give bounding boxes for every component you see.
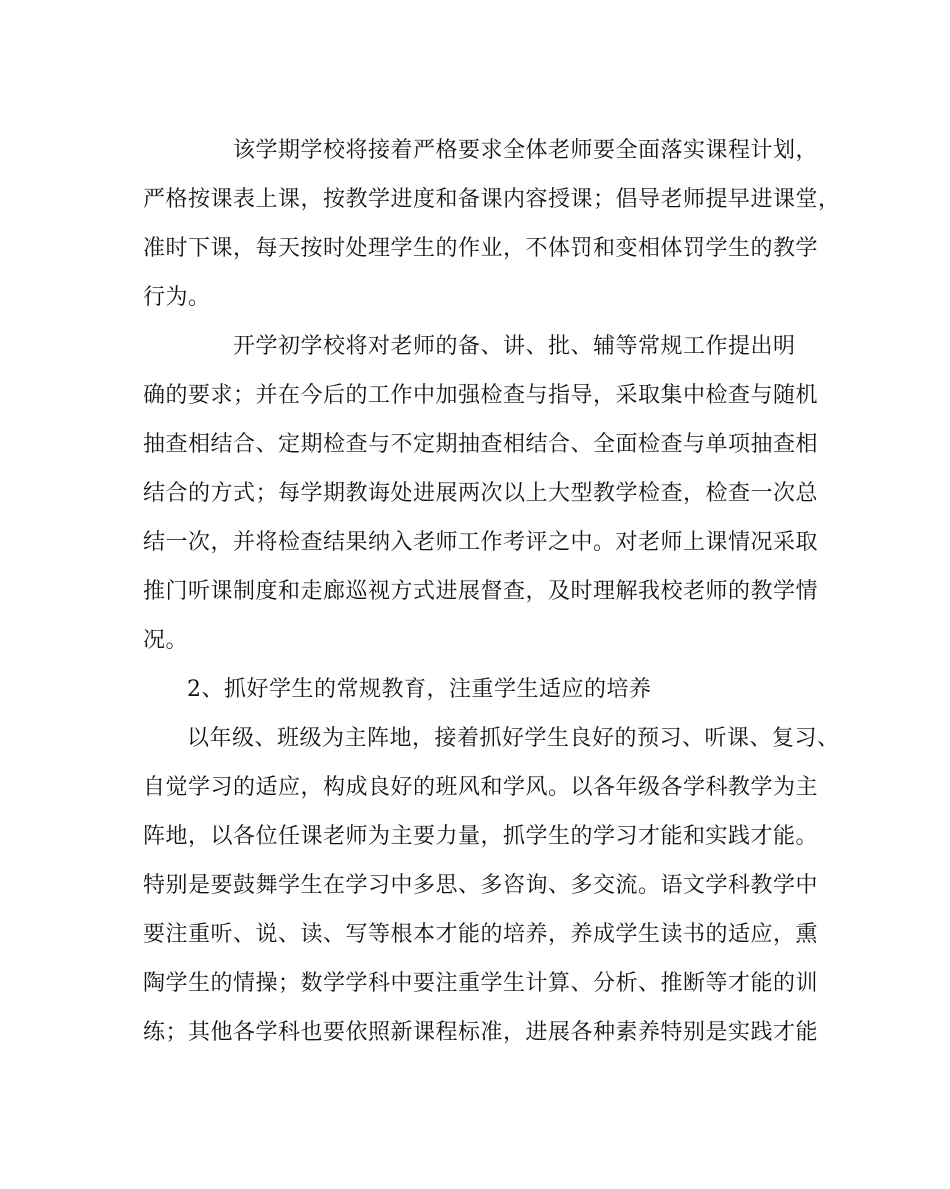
paragraph-line: 抽查相结合、定期检查与不定期抽查相结合、全面检查与单项抽查相 [143, 432, 819, 457]
paragraph-line: 自觉学习的适应，构成良好的班风和学风。以各年级各学科教学为主 [143, 775, 819, 800]
section-heading: 2、抓好学生的常规教育，注重学生适应的培养 [187, 677, 652, 702]
paragraph-line: 确的要求；并在今后的工作中加强检查与指导，采取集中检查与随机 [143, 383, 819, 408]
paragraph-line: 以年级、班级为主阵地，接着抓好学生良好的预习、听课、复习、 [187, 726, 840, 751]
paragraph-line: 练；其他各学科也要依照新课程标准，进展各种素养特别是实践才能 [143, 1020, 819, 1045]
paragraph-line: 开学初学校将对老师的备、讲、批、辅等常规工作提出明 [233, 334, 796, 359]
paragraph-line: 推门听课制度和走廊巡视方式进展督查，及时理解我校老师的教学情 [143, 579, 819, 604]
document-body [143, 126, 841, 1057]
paragraph-line: 特别是要鼓舞学生在学习中多思、多咨询、多交流。语文学科教学中 [143, 873, 819, 898]
paragraph-line: 严格按课表上课，按教学进度和备课内容授课；倡导老师提早进课堂， [143, 187, 841, 212]
paragraph-line: 结一次，并将检查结果纳入老师工作考评之中。对老师上课情况采取 [143, 530, 819, 555]
paragraph-line: 结合的方式；每学期教诲处进展两次以上大型教学检查，检查一次总 [143, 481, 819, 506]
paragraph-line: 况。 [143, 628, 189, 653]
paragraph-line: 该学期学校将接着严格要求全体老师要全面落实课程计划， [233, 138, 819, 163]
paragraph-line: 准时下课，每天按时处理学生的作业，不体罚和变相体罚学生的教学 [143, 236, 819, 261]
paragraph-line: 陶学生的情操；数学学科中要注重学生计算、分析、推断等才能的训 [143, 971, 819, 996]
paragraph-line: 阵地，以各位任课老师为主要力量，抓学生的学习才能和实践才能。 [143, 824, 819, 849]
paragraph-line: 行为。 [143, 285, 211, 310]
paragraph-line: 要注重听、说、读、写等根本才能的培养，养成学生读书的适应，熏 [143, 922, 819, 947]
